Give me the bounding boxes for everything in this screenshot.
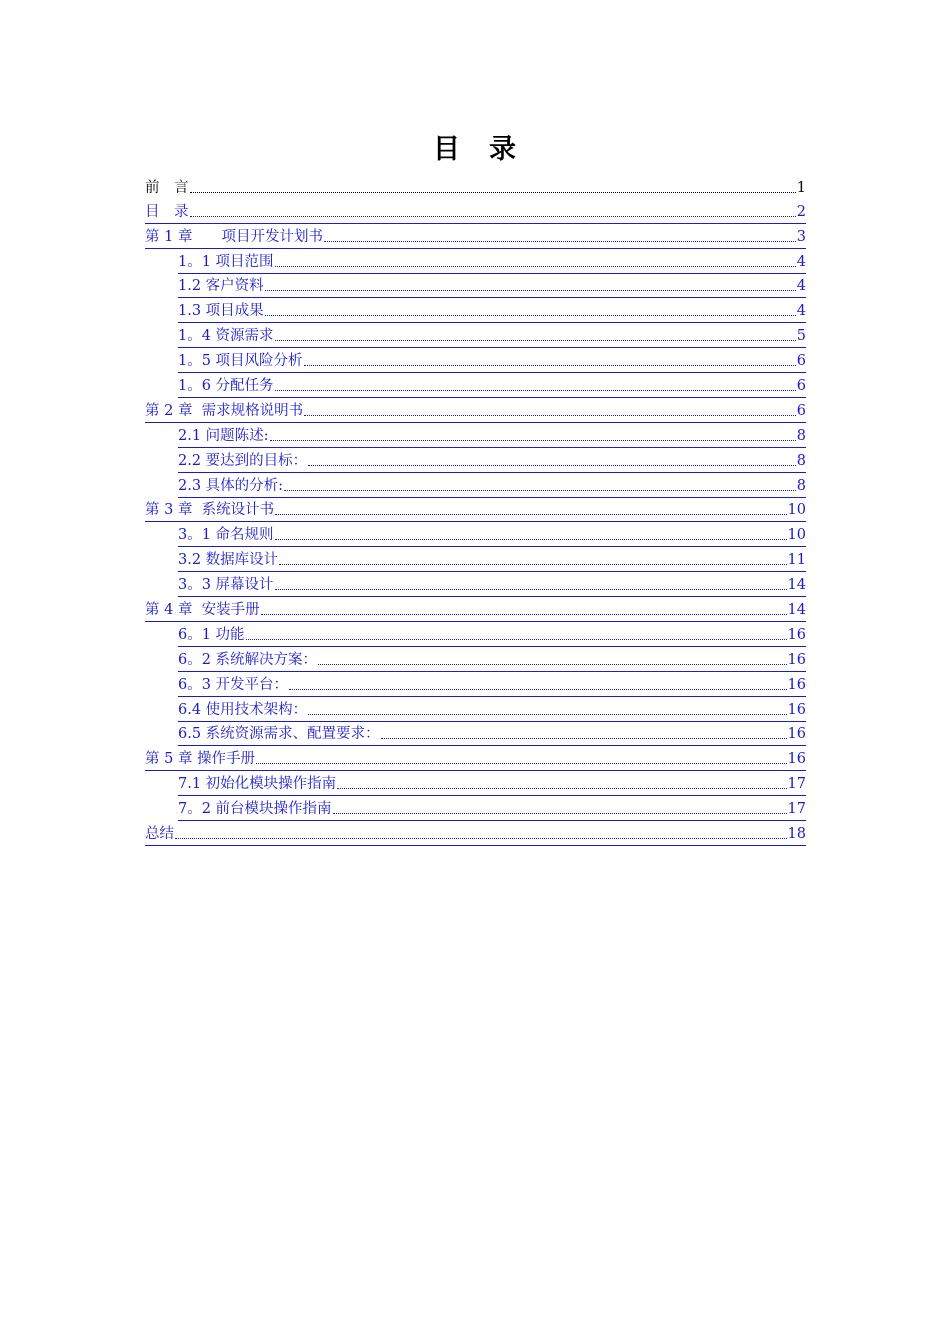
toc-entry-page-number: 11 (787, 552, 806, 569)
toc-entry-link[interactable] (145, 522, 806, 547)
toc-entry-link[interactable] (145, 796, 806, 821)
toc-entry-page-number: 4 (796, 303, 806, 320)
toc-entry-line (178, 547, 806, 572)
toc-entry-label: 6。2 系统解决方案： (178, 651, 318, 668)
toc-entry-page-number: 8 (796, 477, 806, 494)
toc-entry-line (145, 174, 806, 199)
dot-leader (175, 838, 787, 839)
toc-entry-label: 第 1 章 项目开发计划书 (145, 228, 323, 245)
toc-entry-page-number: 4 (796, 278, 806, 295)
toc-entry-page-number: 14 (787, 577, 806, 594)
toc-entry-line (178, 348, 806, 373)
toc-entry-page-number: 6 (796, 378, 806, 395)
dot-leader (246, 639, 787, 640)
toc-entry-label: 7。2 前台模块操作指南 (178, 801, 332, 818)
toc-entry-line (145, 597, 806, 622)
toc-entry-label: 第 2 章 需求规格说明书 (145, 402, 304, 419)
toc-entry-line (145, 498, 806, 523)
toc-entry-page-number: 1 (796, 179, 806, 196)
toc-entry-line (178, 473, 806, 498)
toc-entry-label: 6.4 使用技术架构： (178, 701, 308, 718)
toc-entry-link[interactable] (145, 771, 806, 796)
toc-entry-page-number: 8 (796, 452, 806, 469)
toc-entry-label: 第 5 章 操作手册 (145, 751, 256, 768)
toc-entry-page-number: 6 (796, 402, 806, 419)
toc-entry-link[interactable] (145, 423, 806, 448)
toc-entry-label: 2.1 问题陈述: (178, 427, 269, 444)
dot-leader (333, 813, 787, 814)
dot-leader (337, 788, 786, 789)
dot-leader (261, 614, 787, 615)
toc-entry-label: 6。3 开发平台： (178, 676, 289, 693)
toc-entry-page-number: 16 (787, 676, 806, 693)
toc-entry-line (178, 771, 806, 796)
toc-entry-line (178, 722, 806, 747)
toc-entry-link[interactable] (145, 622, 806, 647)
toc-entry-link[interactable] (145, 547, 806, 572)
dot-leader (324, 241, 796, 242)
dot-leader (275, 514, 786, 515)
toc-entry-label: 前 言 (145, 179, 189, 196)
toc-entry-page-number: 16 (787, 751, 806, 768)
toc-entry-page-number: 14 (787, 602, 806, 619)
toc-entry-link[interactable] (145, 697, 806, 722)
dot-leader (318, 664, 786, 665)
dot-leader (279, 564, 786, 565)
toc-entry (145, 174, 806, 199)
toc-entry-link[interactable] (145, 572, 806, 597)
toc-entry-label: 1.2 客户资料 (178, 278, 264, 295)
dot-leader (256, 763, 786, 764)
dot-leader (275, 390, 796, 391)
toc-entry-link[interactable] (145, 746, 806, 771)
toc-entry-label: 1。1 项目范围 (178, 253, 274, 270)
dot-leader (381, 738, 787, 739)
toc-entry-label: 1。5 项目风险分析 (178, 353, 303, 370)
dot-leader (284, 490, 796, 491)
toc-entry-page-number: 4 (796, 253, 806, 270)
toc-entry-link[interactable] (145, 722, 806, 747)
toc-entry-label: 2.3 具体的分析: (178, 477, 284, 494)
dot-leader (304, 415, 796, 416)
dot-leader (265, 290, 796, 291)
toc-entry-line (178, 647, 806, 672)
toc-entry-label: 6.5 系统资源需求、配置要求： (178, 726, 380, 743)
toc-entry-line (178, 323, 806, 348)
toc-entry-page-number: 16 (787, 726, 806, 743)
toc-entry-label: 第 3 章 系统设计书 (145, 502, 275, 519)
toc-entry-line (178, 697, 806, 722)
dot-leader (270, 440, 796, 441)
toc-entry-line (178, 448, 806, 473)
toc-entry-label: 1。6 分配任务 (178, 378, 274, 395)
toc-entry-label: 第 4 章 安装手册 (145, 602, 260, 619)
toc-entry-page-number: 16 (787, 701, 806, 718)
toc-entry-line (178, 274, 806, 299)
toc-entry-page-number: 2 (796, 203, 806, 220)
toc-entry-label: 2.2 要达到的目标： (178, 452, 308, 469)
toc-entry-line (178, 672, 806, 697)
toc-entry-label: 总结 (145, 826, 174, 843)
toc-entry-label: 3。1 命名规则 (178, 527, 274, 544)
toc-entry-line (145, 398, 806, 423)
toc-entry-line (178, 522, 806, 547)
toc-entry-link[interactable] (145, 373, 806, 398)
toc-title: 目 录 (433, 134, 517, 165)
toc-entry-label: 3。3 屏幕设计 (178, 577, 274, 594)
toc-entry-link[interactable] (145, 821, 806, 846)
toc-entry-line (178, 373, 806, 398)
toc-entry-page-number: 10 (787, 502, 806, 519)
toc-entry-page-number: 6 (796, 353, 806, 370)
toc-entry-link[interactable] (145, 348, 806, 373)
dot-leader (275, 340, 796, 341)
toc-entry-link[interactable] (145, 224, 806, 249)
toc-list (145, 174, 806, 846)
toc-entry-link[interactable] (145, 249, 806, 274)
toc-entry-link[interactable] (145, 448, 806, 473)
toc-entry-line (145, 821, 806, 846)
dot-leader (265, 315, 796, 316)
dot-leader (308, 465, 796, 466)
toc-entry-link[interactable] (145, 672, 806, 697)
toc-entry-page-number: 3 (796, 228, 806, 245)
dot-leader (275, 589, 787, 590)
toc-entry-page-number: 8 (796, 427, 806, 444)
dot-leader (304, 365, 796, 366)
toc-entry-label: 1。4 资源需求 (178, 328, 274, 345)
toc-entry-link[interactable] (145, 398, 806, 423)
toc-entry-link[interactable] (145, 199, 806, 224)
toc-entry-link[interactable] (145, 274, 806, 299)
toc-entry-link[interactable] (145, 647, 806, 672)
toc-entry-page-number: 10 (787, 527, 806, 544)
dot-leader (190, 192, 796, 193)
toc-entry-page-number: 16 (787, 651, 806, 668)
toc-entry-page-number: 18 (787, 826, 806, 843)
toc-entry-line (178, 796, 806, 821)
toc-entry-page-number: 17 (787, 801, 806, 818)
dot-leader (289, 689, 786, 690)
dot-leader (308, 714, 786, 715)
toc-entry-label: 6。1 功能 (178, 626, 245, 643)
toc-entry-line (145, 746, 806, 771)
toc-entry-line (145, 224, 806, 249)
toc-entry-page-number: 16 (787, 626, 806, 643)
dot-leader (275, 539, 787, 540)
dot-leader (190, 216, 796, 217)
toc-entry-link[interactable] (145, 473, 806, 498)
toc-entry-link[interactable] (145, 298, 806, 323)
toc-entry-label: 7.1 初始化模块操作指南 (178, 776, 337, 793)
dot-leader (275, 266, 796, 267)
toc-entry-line (178, 423, 806, 448)
toc-entry-label: 1.3 项目成果 (178, 303, 264, 320)
toc-entry-page-number: 5 (796, 328, 806, 345)
toc-entry-link[interactable] (145, 597, 806, 622)
toc-entry-line (178, 298, 806, 323)
toc-entry-link[interactable] (145, 323, 806, 348)
toc-entry-line (178, 622, 806, 647)
toc-entry-label: 目 录 (145, 203, 189, 220)
toc-entry-link[interactable] (145, 498, 806, 523)
toc-entry-page-number: 17 (787, 776, 806, 793)
toc-entry-line (178, 249, 806, 274)
toc-entry-line (145, 199, 806, 224)
toc-entry-line (178, 572, 806, 597)
toc-entry-label: 3.2 数据库设计 (178, 552, 279, 569)
